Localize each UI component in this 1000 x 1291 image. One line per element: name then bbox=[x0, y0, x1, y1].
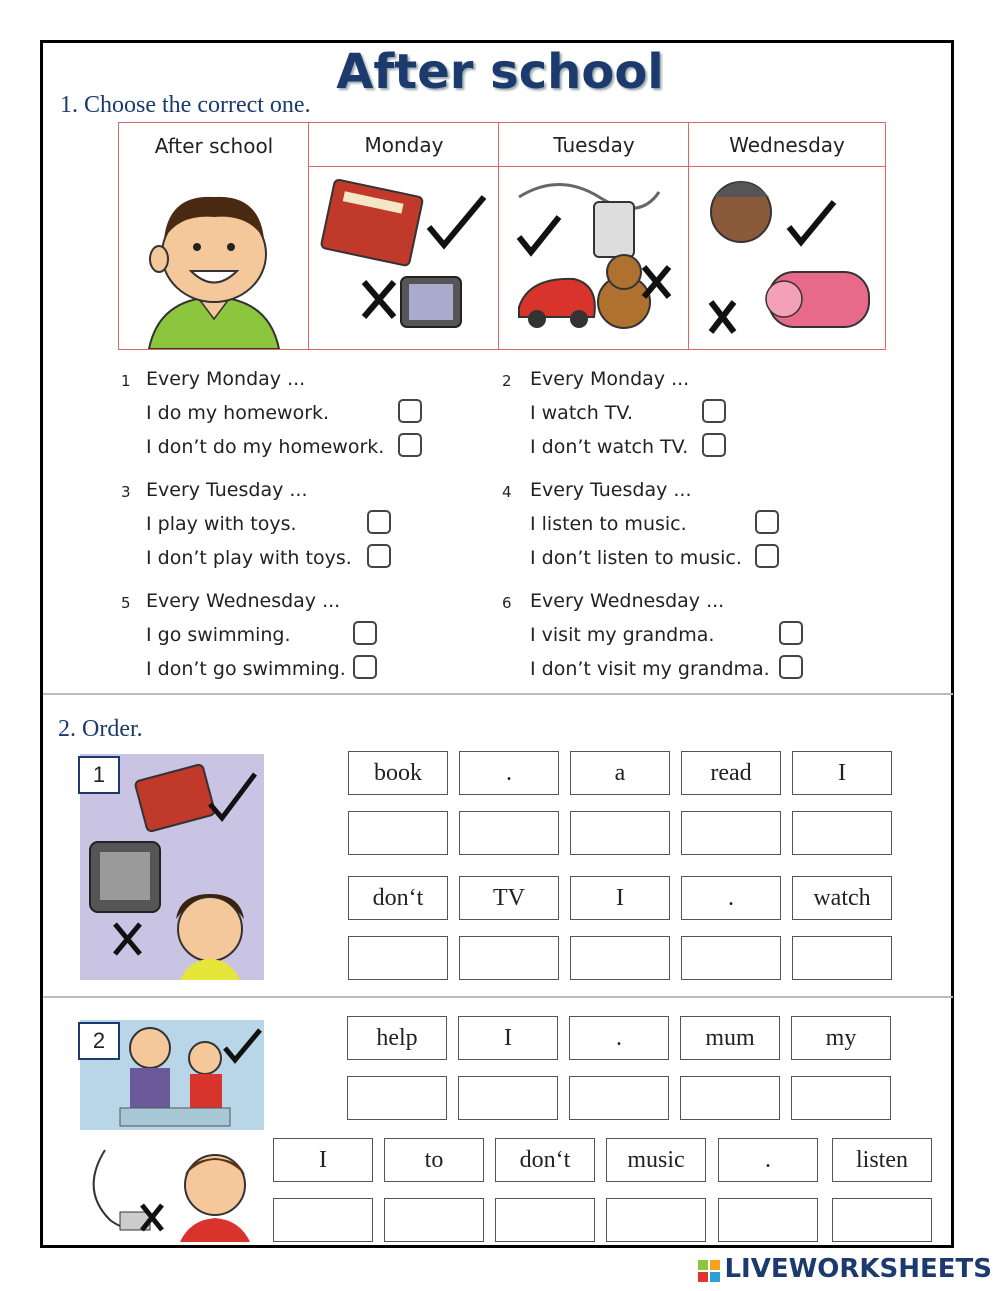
table-cell-tuesday bbox=[498, 122, 690, 350]
answer-box[interactable] bbox=[606, 1198, 706, 1242]
table-header-monday: Monday bbox=[309, 123, 499, 167]
wednesday-illustration bbox=[689, 167, 885, 349]
question-prompt: Every Wednesday ... bbox=[146, 590, 341, 612]
option-checkbox[interactable] bbox=[779, 655, 803, 679]
table-header-wednesday: Wednesday bbox=[689, 123, 885, 167]
option-checkbox[interactable] bbox=[398, 399, 422, 423]
answer-box[interactable] bbox=[791, 1076, 891, 1120]
answer-box[interactable] bbox=[681, 811, 781, 855]
option-checkbox[interactable] bbox=[755, 510, 779, 534]
question-prompt: Every Tuesday ... bbox=[530, 479, 692, 501]
option-label: I go swimming. bbox=[146, 624, 291, 646]
word-tile[interactable]: read bbox=[681, 751, 781, 795]
section2-heading: 2. Order. bbox=[58, 716, 143, 742]
option-checkbox[interactable] bbox=[398, 433, 422, 457]
option-label: I watch TV. bbox=[530, 402, 633, 424]
answer-box[interactable] bbox=[718, 1198, 818, 1242]
answer-box[interactable] bbox=[792, 811, 892, 855]
answer-box[interactable] bbox=[348, 936, 448, 980]
question-number: 5 bbox=[121, 594, 131, 612]
answer-box[interactable] bbox=[495, 1198, 595, 1242]
answer-box[interactable] bbox=[570, 936, 670, 980]
answer-box[interactable] bbox=[681, 936, 781, 980]
word-tile[interactable]: . bbox=[718, 1138, 818, 1182]
word-tile[interactable]: I bbox=[273, 1138, 373, 1182]
option-label: I visit my grandma. bbox=[530, 624, 715, 646]
option-label: I don’t listen to music. bbox=[530, 547, 742, 569]
question-number: 1 bbox=[121, 372, 131, 390]
question-number: 4 bbox=[502, 483, 512, 501]
question-number: 3 bbox=[121, 483, 131, 501]
question-prompt: Every Tuesday ... bbox=[146, 479, 308, 501]
question-prompt: Every Monday ... bbox=[530, 368, 690, 390]
word-tile[interactable]: don‘t bbox=[495, 1138, 595, 1182]
schedule-table bbox=[118, 122, 886, 350]
word-tile[interactable]: listen bbox=[832, 1138, 932, 1182]
answer-box[interactable] bbox=[458, 1076, 558, 1120]
word-tile[interactable]: help bbox=[347, 1016, 447, 1060]
monday-illustration bbox=[309, 167, 499, 349]
question-number: 6 bbox=[502, 594, 512, 612]
section-divider bbox=[43, 996, 953, 998]
question-number: 2 bbox=[502, 372, 512, 390]
word-tile[interactable]: . bbox=[569, 1016, 669, 1060]
option-checkbox[interactable] bbox=[353, 655, 377, 679]
footer-brand: LIVEWORKSHEETS bbox=[724, 1254, 992, 1284]
page-title: After school bbox=[336, 44, 664, 100]
word-tile[interactable]: don‘t bbox=[348, 876, 448, 920]
option-checkbox[interactable] bbox=[367, 510, 391, 534]
answer-box[interactable] bbox=[832, 1198, 932, 1242]
word-tile[interactable]: . bbox=[459, 751, 559, 795]
option-checkbox[interactable] bbox=[353, 621, 377, 645]
option-label: I play with toys. bbox=[146, 513, 297, 535]
option-checkbox[interactable] bbox=[755, 544, 779, 568]
table-header-after-school: After school bbox=[154, 134, 274, 158]
word-tile[interactable]: watch bbox=[792, 876, 892, 920]
liveworksheets-logo-icon bbox=[698, 1260, 720, 1282]
item-number-badge: 1 bbox=[78, 756, 120, 794]
word-tile[interactable]: to bbox=[384, 1138, 484, 1182]
word-tile[interactable]: I bbox=[458, 1016, 558, 1060]
answer-box[interactable] bbox=[570, 811, 670, 855]
tuesday-illustration bbox=[499, 167, 689, 349]
option-label: I don’t do my homework. bbox=[146, 436, 385, 458]
section-divider bbox=[43, 693, 953, 695]
word-tile[interactable]: a bbox=[570, 751, 670, 795]
answer-box[interactable] bbox=[347, 1076, 447, 1120]
option-checkbox[interactable] bbox=[367, 544, 391, 568]
option-checkbox[interactable] bbox=[702, 399, 726, 423]
word-tile[interactable]: music bbox=[606, 1138, 706, 1182]
answer-box[interactable] bbox=[348, 811, 448, 855]
option-label: I don’t go swimming. bbox=[146, 658, 346, 680]
boy-illustration bbox=[119, 169, 309, 349]
question-prompt: Every Monday ... bbox=[146, 368, 306, 390]
word-tile[interactable]: TV bbox=[459, 876, 559, 920]
word-tile[interactable]: . bbox=[681, 876, 781, 920]
option-label: I don’t watch TV. bbox=[530, 436, 689, 458]
word-tile[interactable]: my bbox=[791, 1016, 891, 1060]
option-checkbox[interactable] bbox=[779, 621, 803, 645]
option-checkbox[interactable] bbox=[702, 433, 726, 457]
section1-heading: 1. Choose the correct one. bbox=[60, 92, 311, 118]
answer-box[interactable] bbox=[384, 1198, 484, 1242]
option-label: I listen to music. bbox=[530, 513, 687, 535]
table-cell-wednesday bbox=[688, 122, 886, 350]
answer-box[interactable] bbox=[569, 1076, 669, 1120]
word-tile[interactable]: book bbox=[348, 751, 448, 795]
question-prompt: Every Wednesday ... bbox=[530, 590, 725, 612]
table-cell-after-school bbox=[118, 122, 310, 350]
answer-box[interactable] bbox=[680, 1076, 780, 1120]
word-tile[interactable]: mum bbox=[680, 1016, 780, 1060]
table-header-tuesday: Tuesday bbox=[499, 123, 689, 167]
answer-box[interactable] bbox=[273, 1198, 373, 1242]
word-tile[interactable]: I bbox=[570, 876, 670, 920]
option-label: I do my homework. bbox=[146, 402, 330, 424]
item-number-badge: 2 bbox=[78, 1022, 120, 1060]
option-label: I don’t play with toys. bbox=[146, 547, 352, 569]
answer-box[interactable] bbox=[459, 811, 559, 855]
table-cell-monday bbox=[308, 122, 500, 350]
option-label: I don’t visit my grandma. bbox=[530, 658, 770, 680]
answer-box[interactable] bbox=[459, 936, 559, 980]
answer-box[interactable] bbox=[792, 936, 892, 980]
word-tile[interactable]: I bbox=[792, 751, 892, 795]
